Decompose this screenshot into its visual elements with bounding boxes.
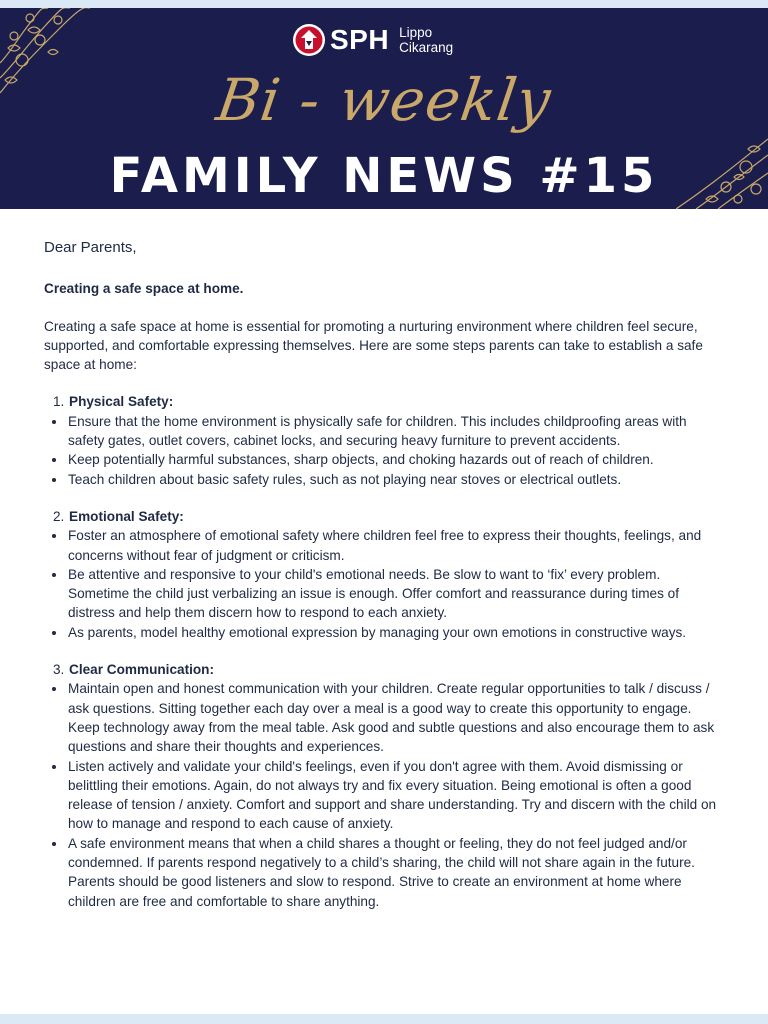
bullet-list (44, 412, 724, 489)
list-item: Be attentive and responsive to your child's emotional needs. Be slow to want to ‘fix’ every problem. Sometime the child just verbalizing an issue is enough. Offer comfort and reassurance during times of distress and help them discern how to respond to each anxiety. (44, 565, 724, 623)
section-physical-safety (44, 392, 724, 488)
section-number: 2. (53, 508, 65, 524)
list-item: Listen actively and validate your child's feelings, even if you don't agree with them. Avoid dismissing or belittling their emotions. Again, do not always try and fix every situation. Being emotional is often a good release of tension / anxiety. Comfort and support and share understanding. Try and discern with the child on how to manage and respond to each cause of anxiety. (44, 757, 724, 834)
list-item: Maintain open and honest communication with your children. Create regular opportunities to talk / discuss / ask questions. Sitting together each day over a meal is a good way to create this opportunity to engage. Keep technology away from the meal table. Ask good and subtle questions and also encourage them to ask questions and share their thoughts and experiences. (44, 679, 724, 756)
sph-crest-icon (292, 23, 326, 57)
logo-place (399, 25, 453, 55)
list-item: Keep potentially harmful substances, sharp objects, and choking hazards out of reach of children. (44, 450, 724, 469)
list-item: A safe environment means that when a child shares a thought or feeling, they do not feel judged and/or condemned. If parents respond negatively to a child’s sharing, the child will not share again in the future. Parents should be good listeners and slow to respond. Strive to create an environment at home where children are free and comfortable to share anything. (44, 834, 724, 911)
script-title: Bi - weekly (212, 66, 556, 134)
logo-name: SPH (330, 24, 390, 55)
page-title: FAMILY NEWS #15 (109, 148, 659, 204)
logo-place-line2: Cikarang (399, 40, 454, 55)
list-item: Ensure that the home environment is physically safe for children. This includes childproofing areas with safety gates, outlet covers, cabinet locks, and securing heavy furniture to prevent accidents. (44, 412, 724, 451)
section-heading (44, 660, 724, 679)
section-title: Clear Communication: (69, 662, 215, 678)
section-number: 1. (53, 394, 65, 410)
header-banner (0, 8, 768, 209)
top-stripe (0, 0, 768, 8)
greeting: Dear Parents, (44, 239, 137, 256)
intro-paragraph: Creating a safe space at home is essential for promoting a nurturing environment where children feel secure, supported, and comfortable expressing themselves. Here are some steps parents can take to establish a safe space at home: (44, 318, 703, 373)
logo-place-line1: Lippo (399, 25, 433, 40)
section-emotional-safety (44, 507, 724, 642)
section-title: Emotional Safety: (69, 508, 184, 524)
bullet-list (44, 679, 724, 911)
section-title: Physical Safety: (69, 394, 174, 410)
bottom-stripe (0, 1014, 768, 1024)
school-logo (292, 23, 453, 57)
letter-body (44, 238, 724, 929)
section-heading (44, 507, 724, 526)
bullet-list (44, 526, 724, 642)
list-item: As parents, model healthy emotional expression by managing your own emotions in constructive ways. (44, 623, 724, 642)
list-item: Teach children about basic safety rules, such as not playing near stoves or electrical outlets. (44, 470, 724, 489)
section-clear-communication (44, 660, 724, 911)
letter-subtitle: Creating a safe space at home. (44, 281, 244, 297)
section-number: 3. (53, 662, 65, 678)
list-item: Foster an atmosphere of emotional safety where children feel free to express their thoughts, feelings, and concerns without fear of judgment or criticism. (44, 526, 724, 565)
section-heading (44, 392, 724, 411)
